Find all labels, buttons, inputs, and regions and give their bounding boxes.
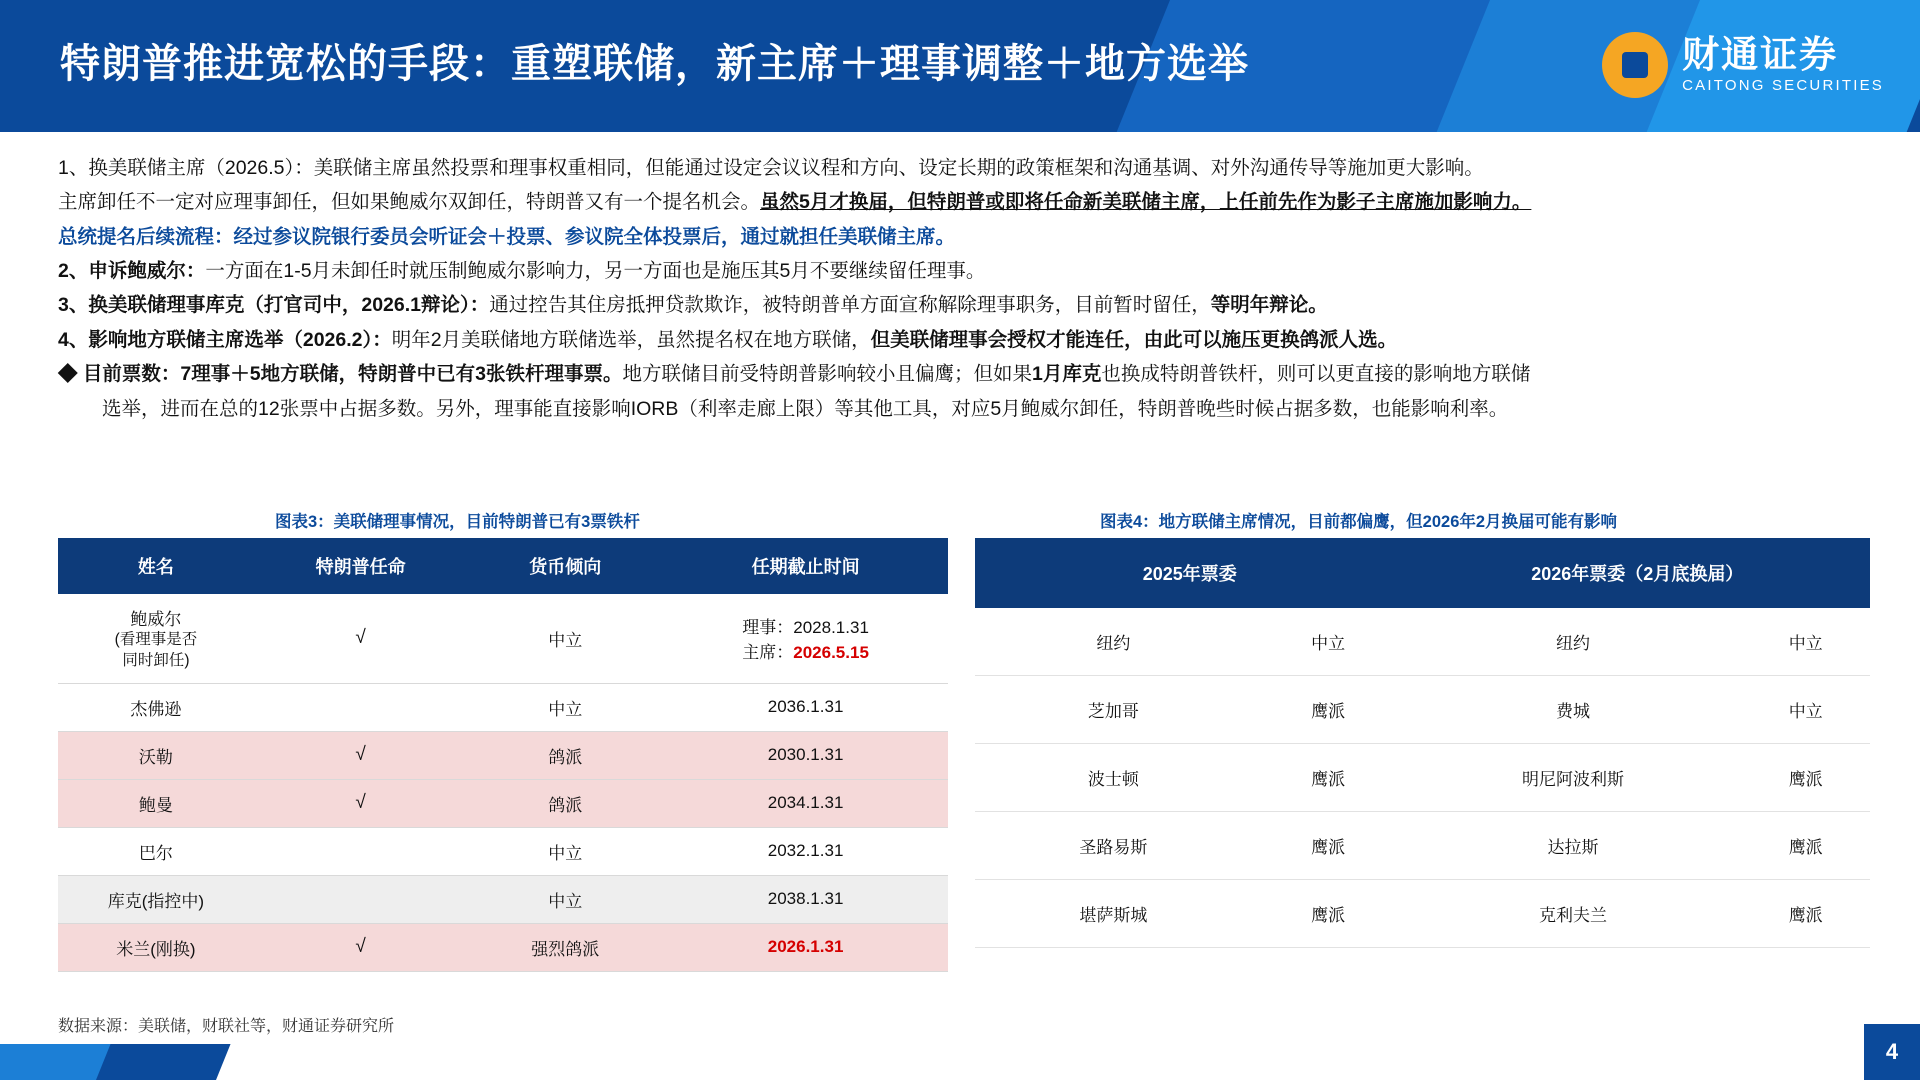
body-content <box>58 152 1870 427</box>
cell-stance-2025: 鹰派 <box>1252 880 1405 948</box>
paragraph-2-label: 总统提名后续流程： <box>58 225 234 248</box>
cell-term: 2032.1.31 <box>663 827 948 875</box>
page-title: 特朗普推进宽松的手段：重塑联储，新主席＋理事调整＋地方选举 <box>60 42 1249 86</box>
col-stance: 货币倾向 <box>467 538 663 594</box>
col-name: 姓名 <box>58 538 254 594</box>
cell-term: 2034.1.31 <box>663 779 948 827</box>
logo-mark-icon <box>1602 32 1668 98</box>
cell-stance-2026: 鹰派 <box>1741 880 1870 948</box>
cell-city-2026: 明尼阿波利斯 <box>1405 744 1742 812</box>
paragraph-6-text-a: 地方联储目前受特朗普影响较小且偏鹰；但如果 <box>622 363 1032 386</box>
paragraph-1-line-2-normal: 主席卸任不一定对应理事卸任，但如果鲍威尔双卸任，特朗普又有一个提名机会。 <box>58 191 761 214</box>
cell-stance-2025: 鹰派 <box>1252 812 1405 880</box>
table-row <box>58 731 948 779</box>
page-number: 4 <box>1864 1024 1920 1080</box>
paragraph-6-line-1 <box>58 358 1870 390</box>
cell-stance-2026: 中立 <box>1741 676 1870 744</box>
cell-city-2025: 波士顿 <box>975 744 1252 812</box>
cell-stance-2025: 中立 <box>1252 608 1405 676</box>
logo-mark-inner <box>1622 52 1648 78</box>
paragraph-5-text: 明年2月美联储地方联储选举，虽然提名权在地方联储， <box>391 328 871 351</box>
table-row <box>58 779 948 827</box>
figure3-caption: 图表3：美联储理事情况，目前特朗普已有3票铁杆 <box>275 513 640 531</box>
cell-name: 沃勒 <box>58 731 254 779</box>
col-2026: 2026年票委（2月底换届） <box>1405 538 1870 608</box>
paragraph-4-emphasis: 等明年辩论。 <box>1210 294 1328 317</box>
table-row <box>975 880 1870 948</box>
cell-term: 2026.1.31 <box>663 923 948 971</box>
table-row <box>58 875 948 923</box>
cell-city-2025: 芝加哥 <box>975 676 1252 744</box>
cell-name: 鲍曼 <box>58 779 254 827</box>
paragraph-2-text: 经过参议院银行委员会听证会＋投票、参议院全体投票后，通过就担任美联储主席。 <box>233 225 956 248</box>
cell-appointed <box>254 683 468 731</box>
col-2025: 2025年票委 <box>975 538 1405 608</box>
cell-stance-2025: 鹰派 <box>1252 676 1405 744</box>
cell-stance: 中立 <box>467 875 663 923</box>
table-row <box>975 676 1870 744</box>
paragraph-5-label: 4、影响地方联储主席选举（2026.2）： <box>58 328 392 351</box>
figure4-caption: 图表4：地方联储主席情况，目前都偏鹰，但2026年2月换届可能有影响 <box>1100 513 1618 531</box>
cell-term-line-2: 主席：2026.5.15 <box>742 643 869 663</box>
cell-term: 2038.1.31 <box>663 875 948 923</box>
paragraph-3 <box>58 255 1870 287</box>
cell-city-2026: 费城 <box>1405 676 1742 744</box>
cell-term: 2030.1.31 <box>663 731 948 779</box>
cell-name: 巴尔 <box>58 827 254 875</box>
table-row <box>975 812 1870 880</box>
cell-stance: 中立 <box>467 683 663 731</box>
paragraph-5-emphasis: 但美联储理事会授权才能连任，由此可以施压更换鸽派人选。 <box>870 328 1398 351</box>
cell-term: 2036.1.31 <box>663 683 948 731</box>
cell-name: 库克(指控中) <box>58 875 254 923</box>
cell-stance: 中立 <box>467 827 663 875</box>
cell-name: 杰佛逊 <box>58 683 254 731</box>
source-note: 数据来源：美联储，财联社等，财通证券研究所 <box>58 1018 395 1035</box>
paragraph-3-text: 一方面在1-5月未卸任时就压制鲍威尔影响力，另一方面也是施压其5月不要继续留任理事。 <box>205 260 986 283</box>
cell-appointed <box>254 827 468 875</box>
cell-name-line-1: 鲍威尔 <box>130 610 182 629</box>
company-logo <box>1602 32 1884 98</box>
paragraph-6-text-b: 也换成特朗普铁杆，则可以更直接的影响地方联储 <box>1101 363 1531 386</box>
paragraph-3-label: 2、申诉鲍威尔： <box>58 260 206 283</box>
figure3-table-head <box>58 538 948 594</box>
cell-appointed <box>254 875 468 923</box>
paragraph-4 <box>58 289 1870 321</box>
cell-city-2025: 堪萨斯城 <box>975 880 1252 948</box>
paragraph-1-line-2 <box>58 186 1870 218</box>
table-row <box>975 744 1870 812</box>
logo-name-cn: 财通证券 <box>1682 34 1839 76</box>
footer-bar <box>0 1044 1920 1080</box>
cell-stance: 强烈鸽派 <box>467 923 663 971</box>
cell-stance-2026: 鹰派 <box>1741 812 1870 880</box>
figure3-table-body <box>58 594 948 971</box>
cell-term <box>663 594 948 683</box>
cell-stance-2026: 中立 <box>1741 608 1870 676</box>
paragraph-1-line-2-emphasis: 虽然5月才换届，但特朗普或即将任命新美联储主席，上任前先作为影子主席施加影响力。 <box>760 191 1532 214</box>
cell-name-line-2: (看理事是否 <box>114 631 198 648</box>
paragraph-6-label: ◆ 目前票数：7理事＋5地方联储，特朗普中已有3张铁杆理事票。 <box>58 363 623 386</box>
cell-name-line-3: 同时卸任) <box>122 651 190 669</box>
cell-stance: 中立 <box>467 594 663 683</box>
cell-appointed: √ <box>254 731 468 779</box>
cell-city-2025: 纽约 <box>975 608 1252 676</box>
cell-appointed: √ <box>254 779 468 827</box>
footer-accent-left-2 <box>96 1044 231 1080</box>
logo-name-en: CAITONG SECURITIES <box>1682 77 1884 95</box>
cell-stance-2026: 鹰派 <box>1741 744 1870 812</box>
col-appointed: 特朗普任命 <box>254 538 468 594</box>
figure4-table <box>975 538 1870 948</box>
figure3-table <box>58 538 948 972</box>
cell-term-line-1: 理事：2028.1.31 <box>742 618 869 638</box>
paragraph-6-line-2: 选举，进而在总的12张票中占据多数。另外，理事能直接影响IORB（利率走廊上限）等其他工具，对应5月鲍威尔卸任，特朗普晚些时候占据多数，也能影响利率。 <box>102 397 1509 420</box>
paragraph-5 <box>58 324 1870 356</box>
cell-stance-2025: 鹰派 <box>1252 744 1405 812</box>
cell-appointed: √ <box>254 923 468 971</box>
cell-name: 米兰(刚换) <box>58 923 254 971</box>
col-term: 任期截止时间 <box>663 538 948 594</box>
slide-header <box>0 0 1920 132</box>
table-row <box>58 923 948 971</box>
cell-appointed: √ <box>254 594 468 683</box>
cell-name <box>58 594 254 683</box>
table-row <box>975 608 1870 676</box>
paragraph-6-emphasis: 1月库克 <box>1031 363 1102 386</box>
table-header-row <box>58 538 948 594</box>
cell-city-2026: 纽约 <box>1405 608 1742 676</box>
cell-stance: 鸽派 <box>467 731 663 779</box>
paragraph-4-label: 3、换美联储理事库克（打官司中，2026.1辩论）： <box>58 294 490 317</box>
table-row <box>58 683 948 731</box>
table-row <box>58 594 948 683</box>
cell-city-2026: 克利夫兰 <box>1405 880 1742 948</box>
logo-text <box>1682 36 1884 94</box>
cell-city-2026: 达拉斯 <box>1405 812 1742 880</box>
table-header-row <box>975 538 1870 608</box>
figure4-table-body <box>975 608 1870 948</box>
table-row <box>58 827 948 875</box>
figure4-table-head <box>975 538 1870 608</box>
paragraph-4-text: 通过控告其住房抵押贷款欺诈，被特朗普单方面宣称解除理事职务，目前暂时留任， <box>489 294 1211 317</box>
cell-term-highlight: 2026.5.15 <box>793 643 869 663</box>
paragraph-1-line-1: 1、换美联储主席（2026.5）：美联储主席虽然投票和理事权重相同，但能通过设定会议议程和方向、设定长期的政策框架和沟通基调、对外沟通传导等施加更大影响。 <box>58 157 1484 179</box>
cell-city-2025: 圣路易斯 <box>975 812 1252 880</box>
paragraph-2 <box>58 221 1870 253</box>
cell-stance: 鸽派 <box>467 779 663 827</box>
